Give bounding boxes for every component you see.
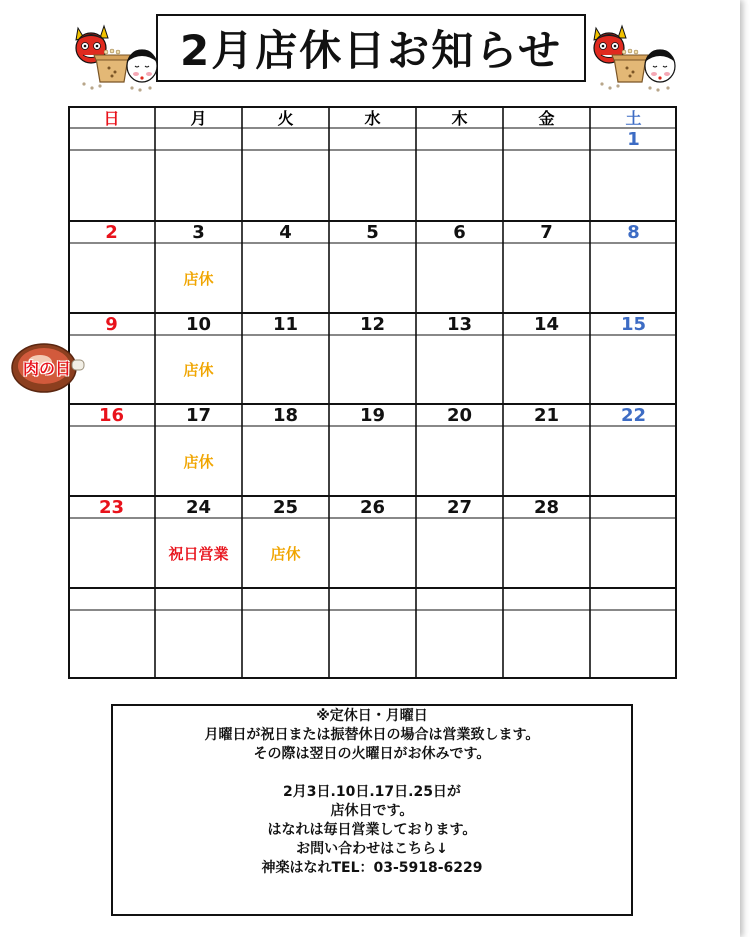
- weekday-tue: 火: [277, 108, 294, 128]
- weekday-mon: 月: [190, 108, 207, 128]
- meat-day-label: 肉の日: [22, 358, 71, 378]
- weekday-sat: 土: [625, 108, 642, 128]
- date-28: 28: [533, 496, 560, 518]
- date-24: 24: [185, 496, 212, 518]
- oni-okame-illustration: [588, 22, 678, 94]
- date-14: 14: [533, 313, 560, 335]
- page-title: 2月店休日お知らせ: [156, 14, 586, 82]
- date-8: 8: [627, 221, 640, 243]
- date-3: 3: [192, 221, 205, 243]
- date-20: 20: [446, 404, 473, 426]
- closed-note-10: 店休: [183, 361, 214, 379]
- date-25: 25: [272, 496, 299, 518]
- date-21: 21: [533, 404, 560, 426]
- notice-line-6: お問い合わせはこちら↓: [296, 841, 448, 857]
- oni-okame-illustration: [70, 22, 160, 94]
- date-26: 26: [359, 496, 386, 518]
- okame-icon: [127, 50, 157, 82]
- date-10: 10: [185, 313, 212, 335]
- holiday-open-note-24: 祝日営業: [168, 544, 229, 563]
- date-16: 16: [98, 404, 125, 426]
- notice-line-1: 月曜日が祝日または振替休日の場合は営業致します。: [204, 727, 540, 743]
- notice-box: [111, 704, 633, 916]
- notice-line-4: 店休日です。: [330, 803, 414, 819]
- notice-phone: 神楽はなれTEL：03-5918-6229: [261, 860, 483, 876]
- date-11: 11: [272, 313, 299, 335]
- date-2: 2: [105, 221, 118, 243]
- closed-note-3: 店休: [183, 269, 214, 288]
- closed-note-25: 店休: [270, 544, 301, 563]
- date-12: 12: [359, 313, 386, 335]
- date-4: 4: [279, 221, 292, 243]
- weekday-fri: 金: [538, 108, 555, 128]
- notice-line-2: その際は翌日の火曜日がお休みです。: [253, 746, 491, 762]
- date-27: 27: [446, 496, 473, 518]
- closed-note-17: 店休: [183, 452, 214, 471]
- date-13: 13: [446, 313, 473, 335]
- date-15: 15: [620, 313, 647, 335]
- notice-spacer: [113, 764, 631, 783]
- date-1: 1: [627, 128, 640, 150]
- date-17: 17: [185, 404, 212, 426]
- date-23: 23: [98, 496, 125, 518]
- notice-line-5: はなれは毎日営業しております。: [267, 822, 477, 838]
- date-6: 6: [453, 221, 466, 243]
- date-9: 9: [105, 313, 118, 335]
- weekday-thu: 木: [451, 108, 468, 128]
- weekday-wed: 水: [364, 108, 381, 128]
- date-19: 19: [359, 404, 386, 426]
- date-22: 22: [620, 404, 647, 426]
- notice-line-3: 2月3日.10日.17日.25日が: [283, 784, 461, 800]
- calendar: [68, 106, 677, 679]
- date-7: 7: [540, 221, 553, 243]
- date-18: 18: [272, 404, 299, 426]
- date-5: 5: [366, 221, 379, 243]
- notice-heading: ※定休日・月曜日: [316, 708, 428, 724]
- okame-icon: [645, 50, 675, 82]
- weekday-sun: 日: [103, 108, 120, 128]
